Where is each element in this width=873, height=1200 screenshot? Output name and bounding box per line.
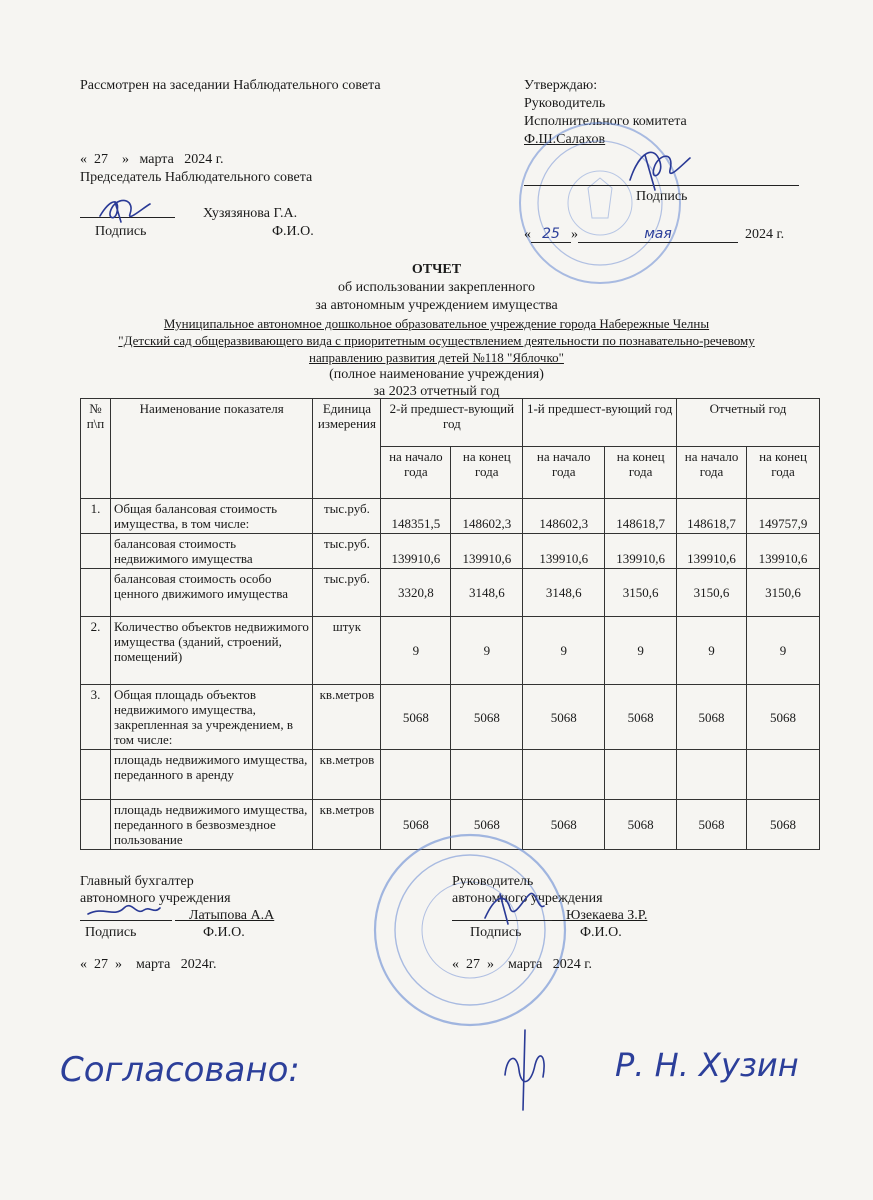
director-sign-label: Подпись <box>470 925 522 940</box>
row-unit: тыс.руб. <box>313 499 381 534</box>
left-sign-label: Подпись <box>95 224 147 239</box>
director-date-month: марта <box>508 957 543 972</box>
row-value: 3150,6 <box>605 569 677 617</box>
row-value: 5068 <box>747 800 820 850</box>
accountant-date-month: марта <box>136 957 171 972</box>
row-value: 139910,6 <box>451 534 523 569</box>
row-name: Количество объектов недвижимого имущества (зданий, строений, помещений) <box>110 617 312 685</box>
accountant-name <box>175 908 274 924</box>
org-name-3: направлению развития детей №118 "Яблочко" <box>309 350 564 365</box>
table-row <box>81 499 820 534</box>
header-year-0: Отчетный год <box>677 399 820 447</box>
left-fio-label: Ф.И.О. <box>272 224 314 239</box>
table-row <box>81 685 820 750</box>
row-value: 3150,6 <box>747 569 820 617</box>
row-num <box>81 750 111 800</box>
header-num: № п\п <box>81 399 111 499</box>
org-name-1: Муниципальное автономное дошкольное образовательное учреждение города Набережные Челны <box>163 316 710 331</box>
table-row <box>81 750 820 800</box>
row-name: балансовая стоимость особо ценного движимого имущества <box>110 569 312 617</box>
row-value: 5068 <box>523 800 605 850</box>
row-num <box>81 569 111 617</box>
row-value <box>381 750 451 800</box>
property-report-table <box>80 398 820 850</box>
row-name: балансовая стоимость недвижимого имущества <box>110 534 312 569</box>
row-value: 5068 <box>451 800 523 850</box>
right-date-day: 25 <box>531 226 571 243</box>
left-date-year: 2024 г. <box>184 152 224 167</box>
row-unit: штук <box>313 617 381 685</box>
left-date-day: 27 <box>94 152 108 167</box>
row-value: 5068 <box>677 685 747 750</box>
row-value: 5068 <box>605 800 677 850</box>
row-unit: кв.метров <box>313 800 381 850</box>
right-date-year: 2024 г. <box>745 227 785 242</box>
header-end: на конец года <box>605 447 677 499</box>
row-value: 148618,7 <box>605 499 677 534</box>
row-value: 5068 <box>747 685 820 750</box>
agreed-handwritten: Согласовано: <box>60 1050 300 1090</box>
row-value: 139910,6 <box>605 534 677 569</box>
header-unit: Единица измерения <box>313 399 381 499</box>
header-end: на конец года <box>747 447 820 499</box>
report-subtitle-2: за автономным учреждением имущества <box>315 298 558 313</box>
row-name: Общая площадь объектов недвижимого имущества, закрепленная за учреждением, в том числе: <box>110 685 312 750</box>
row-value: 5068 <box>605 685 677 750</box>
left-date-month: марта <box>139 152 174 167</box>
row-value: 3148,6 <box>523 569 605 617</box>
right-date-month: мая <box>578 226 738 243</box>
row-value: 139910,6 <box>523 534 605 569</box>
head-title: Руководитель <box>524 96 606 111</box>
row-value: 9 <box>677 617 747 685</box>
row-value <box>451 750 523 800</box>
row-value: 5068 <box>523 685 605 750</box>
approver-signature <box>620 140 700 195</box>
row-name: площадь недвижимого имущества, переданного в безвозмездное пользование <box>110 800 312 850</box>
director-title-2: автономного учреждения <box>452 891 603 906</box>
row-num <box>81 800 111 850</box>
left-date: « 27 » марта 2024 г. <box>80 152 224 167</box>
accountant-signature <box>84 896 164 924</box>
row-value: 5068 <box>677 800 747 850</box>
director-fio-label: Ф.И.О. <box>580 925 622 940</box>
row-value <box>677 750 747 800</box>
reviewed-text: Рассмотрен на заседании Наблюдательного совета <box>80 78 381 93</box>
director-name-text: Юзекаева З.Р. <box>566 908 648 923</box>
row-name: площадь недвижимого имущества, переданного в аренду <box>110 750 312 800</box>
header-year-2: 2-й предшест-вующий год <box>381 399 523 447</box>
accountant-sign-label: Подпись <box>85 925 137 940</box>
row-value <box>605 750 677 800</box>
row-num: 3. <box>81 685 111 750</box>
director-title-1: Руководитель <box>452 874 534 889</box>
row-num: 2. <box>81 617 111 685</box>
director-date: « 27 » марта 2024 г. <box>452 957 592 972</box>
table-row <box>81 534 820 569</box>
org-caption: (полное наименование учреждения) <box>329 367 544 382</box>
row-value: 3150,6 <box>677 569 747 617</box>
row-value: 139910,6 <box>747 534 820 569</box>
org-name-2: "Детский сад общеразвивающего вида с приоритетным осуществлением деятельности по познавательно-речевому <box>118 333 755 348</box>
table-row <box>81 617 820 685</box>
row-value: 3320,8 <box>381 569 451 617</box>
row-value: 5068 <box>381 800 451 850</box>
row-name: Общая балансовая стоимость имущества, в том числе: <box>110 499 312 534</box>
accountant-date: « 27 » марта 2024г. <box>80 957 217 972</box>
header-start: на начало года <box>381 447 451 499</box>
row-value: 9 <box>451 617 523 685</box>
row-value: 148351,5 <box>381 499 451 534</box>
accountant-fio-label: Ф.И.О. <box>203 925 245 940</box>
committee-title: Исполнительного комитета <box>524 114 687 129</box>
row-value: 148618,7 <box>677 499 747 534</box>
chairman-signature <box>95 194 155 226</box>
right-sign-label: Подпись <box>636 189 688 204</box>
row-unit: кв.метров <box>313 750 381 800</box>
row-value: 9 <box>605 617 677 685</box>
row-value: 5068 <box>381 685 451 750</box>
row-value: 139910,6 <box>677 534 747 569</box>
row-unit: кв.метров <box>313 685 381 750</box>
report-title: ОТЧЕТ <box>411 262 462 277</box>
report-period: за 2023 отчетный год <box>373 384 500 399</box>
agreed-name-handwritten: Р. Н. Хузин <box>615 1046 799 1084</box>
row-value: 149757,9 <box>747 499 820 534</box>
right-date: « 25 » мая 2024 г. <box>524 226 785 242</box>
table-row <box>81 569 820 617</box>
header-end: на конец года <box>451 447 523 499</box>
accountant-date-day: 27 <box>94 957 108 972</box>
row-value: 9 <box>523 617 605 685</box>
accountant-name-text: Латыпова А.А <box>189 908 275 923</box>
chairman-name: Хузязянова Г.А. <box>203 206 298 221</box>
approver-name: Ф.Ш.Салахов <box>524 132 606 147</box>
row-value <box>747 750 820 800</box>
row-num <box>81 534 111 569</box>
director-date-day: 27 <box>466 957 480 972</box>
row-value <box>523 750 605 800</box>
approve-text: Утверждаю: <box>524 78 598 93</box>
row-value: 3148,6 <box>451 569 523 617</box>
row-value: 148602,3 <box>523 499 605 534</box>
header-name: Наименование показателя <box>110 399 312 499</box>
row-value: 9 <box>747 617 820 685</box>
row-value: 5068 <box>451 685 523 750</box>
agreed-signature <box>495 1025 555 1115</box>
accountant-title-1: Главный бухгалтер <box>80 874 194 889</box>
header-start: на начало года <box>677 447 747 499</box>
chairman-title: Председатель Наблюдательного совета <box>80 170 313 185</box>
row-unit: тыс.руб. <box>313 569 381 617</box>
row-value: 148602,3 <box>451 499 523 534</box>
row-unit: тыс.руб. <box>313 534 381 569</box>
row-value: 9 <box>381 617 451 685</box>
accountant-date-year: 2024г. <box>180 957 217 972</box>
header-year-1: 1-й предшест-вующий год <box>523 399 677 447</box>
header-start: на начало года <box>523 447 605 499</box>
director-date-year: 2024 г. <box>552 957 592 972</box>
row-value: 139910,6 <box>381 534 451 569</box>
accountant-title-2: автономного учреждения <box>80 891 231 906</box>
row-num: 1. <box>81 499 111 534</box>
director-signature <box>480 888 550 928</box>
report-subtitle-1: об использовании закрепленного <box>338 280 535 295</box>
director-name <box>552 908 647 924</box>
